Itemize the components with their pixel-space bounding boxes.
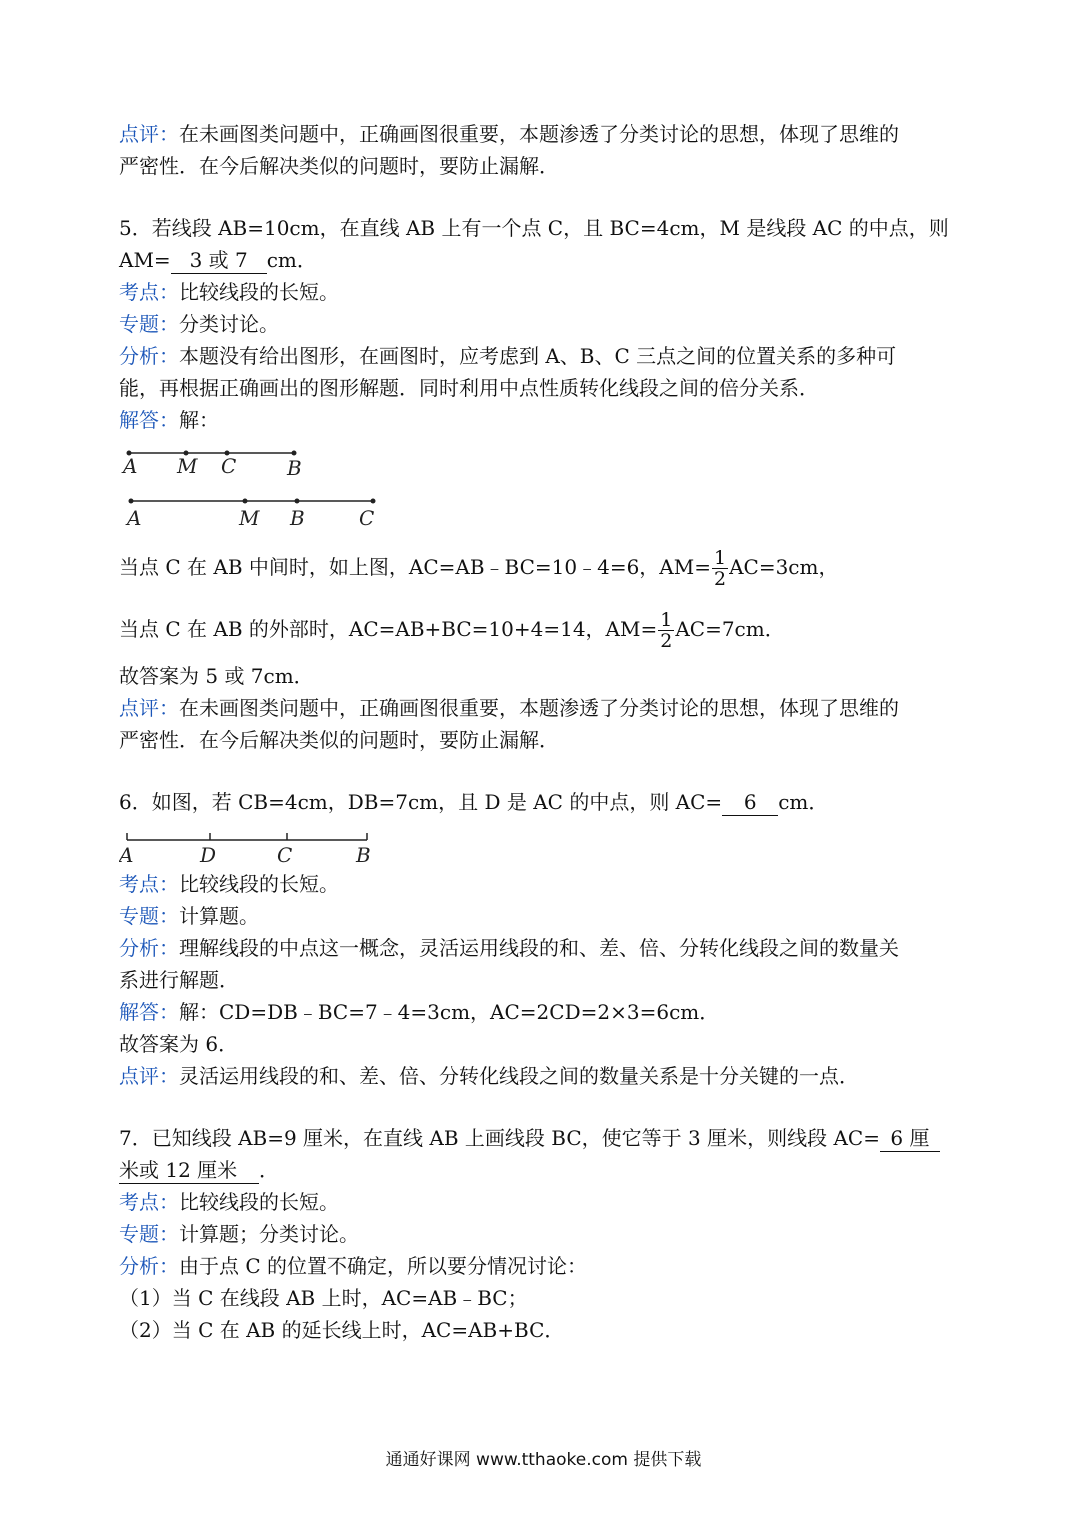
fraction-denominator: 2: [660, 630, 673, 652]
final-text: 故答案为 6．: [119, 1032, 239, 1056]
solution-line-1: [119, 536, 969, 598]
label-b: B: [290, 506, 305, 530]
label-b: B: [287, 456, 302, 480]
stem-text: 6．如图，若 CB=4cm，DB=7cm，且 D 是 AC 的中点，则 AC=: [119, 790, 723, 814]
stem-text: cm．: [778, 790, 829, 814]
solution-line-2: [119, 598, 969, 660]
point-a: [129, 499, 134, 504]
jieda-label: 解答：: [119, 408, 179, 432]
fenxi-line: [119, 932, 969, 964]
review-text: 在未画图类问题中，正确画图很重要，本题渗透了分类讨论的思想，体现了思维的: [179, 122, 899, 146]
fraction-numerator: 1: [713, 547, 727, 569]
fenxi-text: 由于点 C 的位置不确定，所以要分情况讨论：: [179, 1254, 588, 1278]
question-7-stem: [119, 1122, 969, 1154]
review-text: 严密性．在今后解决类似的问题时，要防止漏解．: [119, 154, 559, 178]
kaodian-label: 考点：: [119, 1190, 179, 1214]
fenxi-label: 分析：: [119, 344, 179, 368]
final-answer: [119, 1028, 969, 1060]
label-m: M: [239, 506, 260, 530]
kaodian-label: 考点：: [119, 280, 179, 304]
review-label: 点评：: [119, 122, 179, 146]
stem-text: 5．若线段 AB=10cm，在直线 AB 上有一个点 C，且 BC=4cm，M 是线段 AC 的中点，则: [119, 216, 949, 240]
zhuanti-label: 专题：: [119, 1222, 179, 1246]
stem-text: ．: [259, 1158, 279, 1182]
fenxi-label: 分析：: [119, 1254, 179, 1278]
label-c: C: [277, 843, 293, 867]
stem-text: AM=: [119, 248, 171, 272]
question-5-stem: [119, 212, 969, 244]
final-answer: [119, 660, 969, 692]
zhuanti-line: [119, 308, 969, 340]
fraction-denominator: 2: [713, 568, 727, 590]
zhuanti-line: [119, 900, 969, 932]
jieda-line: [119, 404, 969, 436]
label-d: D: [200, 843, 217, 867]
case-text: （2）当 C 在 AB 的延长线上时，AC=AB+BC．: [119, 1318, 565, 1342]
review-text: 严密性．在今后解决类似的问题时，要防止漏解．: [119, 728, 559, 752]
solution-text: 当点 C 在 AB 中间时，如上图，AC=AB﹣BC=10﹣4=6，AM=: [119, 555, 711, 579]
review-text: 灵活运用线段的和、差、倍、分转化线段之间的数量关系是十分关键的一点．: [179, 1064, 859, 1088]
zhuanti-label: 专题：: [119, 312, 179, 336]
review-text: 在未画图类问题中，正确画图很重要，本题渗透了分类讨论的思想，体现了思维的: [179, 696, 899, 720]
answer-blank: 3 或 7: [171, 247, 267, 274]
label-c: C: [359, 506, 375, 530]
figure-1: [121, 451, 302, 481]
review-line: [119, 692, 969, 724]
question-7-stem: [119, 1154, 969, 1186]
answer-blank: 米或 12 厘米: [119, 1157, 259, 1184]
q6-figure: [119, 818, 419, 868]
review-label: 点评：: [119, 696, 179, 720]
question-6-stem: [119, 786, 969, 818]
solution-text: 当点 C 在 AB 的外部时，AC=AB+BC=10+4=14，AM=: [119, 617, 658, 641]
point-m: [243, 499, 248, 504]
fenxi-line: [119, 372, 969, 404]
kaodian-line: [119, 868, 969, 900]
fraction-half: [712, 548, 728, 589]
jieda-text: 解：CD=DB﹣BC=7﹣4=3cm，AC=2CD=2×3=6cm．: [179, 1000, 720, 1024]
fenxi-text: 理解线段的中点这一概念，灵活运用线段的和、差、倍、分转化线段之间的数量关: [179, 936, 899, 960]
final-text: 故答案为 5 或 7cm．: [119, 664, 314, 688]
document-page: [119, 118, 969, 1346]
solution-text: AC=7cm．: [675, 617, 785, 641]
kaodian-text: 比较线段的长短。: [179, 872, 339, 896]
case-line: [119, 1314, 969, 1346]
answer-blank: 6: [722, 789, 778, 816]
label-a: A: [119, 843, 134, 867]
zhuanti-text: 分类讨论。: [179, 312, 279, 336]
fenxi-text: 本题没有给出图形，在画图时，应考虑到 A、B、C 三点之间的位置关系的多种可: [179, 344, 897, 368]
review-line: [119, 1060, 969, 1092]
point-c: [371, 499, 376, 504]
case-line: [119, 1282, 969, 1314]
review-label: 点评：: [119, 1064, 179, 1088]
stem-text: cm．: [266, 248, 317, 272]
label-a: A: [127, 506, 142, 530]
label-b: B: [356, 843, 371, 867]
fenxi-label: 分析：: [119, 936, 179, 960]
fenxi-line: [119, 964, 969, 996]
label-m: M: [177, 454, 198, 478]
jieda-text: 解：: [179, 408, 219, 432]
figure-2: [125, 499, 376, 531]
zhuanti-label: 专题：: [119, 904, 179, 928]
point-b: [292, 451, 297, 456]
question-5-stem: [119, 244, 969, 276]
fraction-half: [658, 610, 674, 651]
label-c: C: [221, 454, 237, 478]
kaodian-line: [119, 276, 969, 308]
zhuanti-text: 计算题。: [179, 904, 259, 928]
jieda-line: [119, 996, 969, 1028]
fenxi-text: 能，再根据正确画出的图形解题．同时利用中点性质转化线段之间的倍分关系．: [119, 376, 819, 400]
review-line: [119, 724, 969, 756]
zhuanti-text: 计算题；分类讨论。: [179, 1222, 359, 1246]
point-b: [295, 499, 300, 504]
kaodian-line: [119, 1186, 969, 1218]
label-a: A: [123, 454, 138, 478]
fenxi-text: 系进行解题．: [119, 968, 239, 992]
q5-figures: [119, 436, 419, 536]
answer-blank: 6 厘: [880, 1125, 940, 1152]
fenxi-line: [119, 340, 969, 372]
kaodian-label: 考点：: [119, 872, 179, 896]
review-line: [119, 118, 969, 150]
stem-text: 7．已知线段 AB=9 厘米，在直线 AB 上画线段 BC，使它等于 3 厘米，则线段 AC=: [119, 1126, 880, 1150]
review-line: [119, 150, 969, 182]
jieda-label: 解答：: [119, 1000, 179, 1024]
fenxi-line: [119, 1250, 969, 1282]
fraction-numerator: 1: [660, 609, 673, 631]
zhuanti-line: [119, 1218, 969, 1250]
kaodian-text: 比较线段的长短。: [179, 1190, 339, 1214]
solution-text: AC=3cm，: [729, 555, 839, 579]
kaodian-text: 比较线段的长短。: [179, 280, 339, 304]
case-text: （1）当 C 在线段 AB 上时，AC=AB﹣BC；: [119, 1286, 528, 1310]
page-footer: 通通好课网 www.tthaoke.com 提供下载: [385, 1450, 702, 1470]
